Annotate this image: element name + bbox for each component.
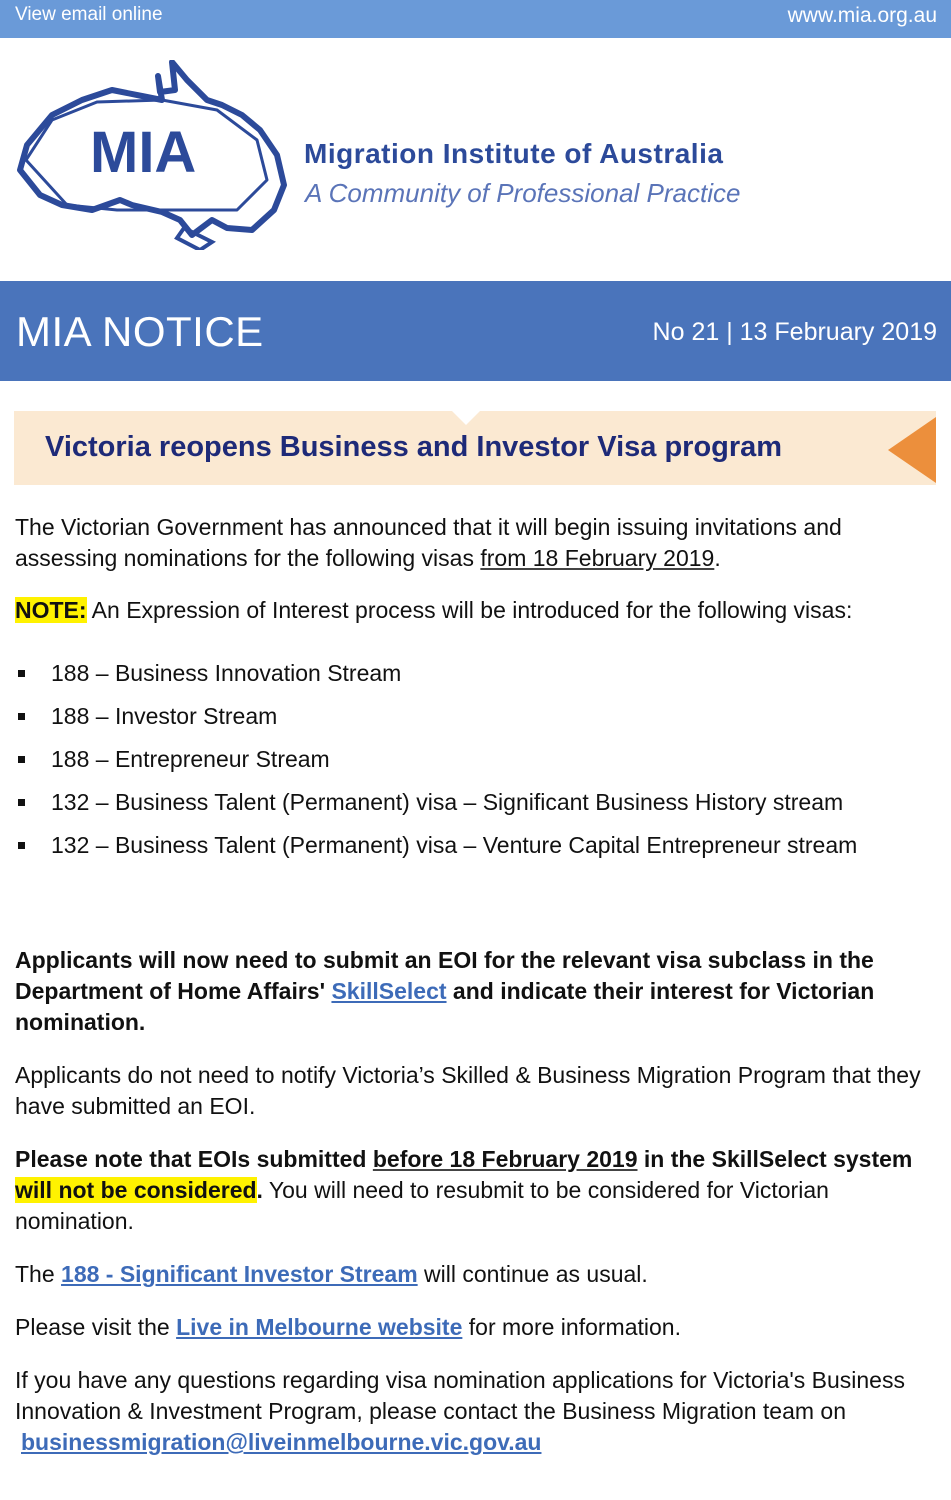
please-note-paragraph: Please note that EOIs submitted before 18 February 2019 in the SkillSelect system will not be considered. You will need to resubmit to be considered for Victorian nomination.: [15, 1146, 913, 1234]
list-item: 132 – Business Talent (Permanent) visa – Significant Business History stream: [15, 781, 940, 824]
org-tagline: A Community of Professional Practice: [305, 178, 741, 208]
intro-paragraph: The Victorian Government has announced that it will begin issuing invitations and assessing nominations for the following visas from 18 February 2019.: [15, 514, 842, 571]
visa-list: [15, 652, 940, 867]
no-notify-paragraph: Applicants do not need to notify Victoria’s Skilled & Business Migration Program that they have submitted an EOI.: [15, 1062, 921, 1119]
headline-banner: [14, 411, 936, 485]
note-label: NOTE:: [15, 597, 87, 623]
contact-paragraph: If you have any questions regarding visa nomination applications for Victoria's Business Innovation & Investment Program, please contact the Business Migration team on businessmigration@liveinmelbourne.vic.gov.au: [15, 1367, 905, 1455]
list-item: 132 – Business Talent (Permanent) visa – Venture Capital Entrepreneur stream: [15, 824, 940, 867]
bullet-icon: [18, 799, 25, 806]
notch-decoration: [452, 411, 480, 425]
email-body: [15, 512, 940, 1458]
bullet-icon: [18, 756, 25, 763]
list-item: 188 – Entrepreneur Stream: [15, 738, 940, 781]
logo-text: MIA: [90, 120, 197, 185]
bullet-icon: [18, 713, 25, 720]
date-link: from 18 February 2019: [480, 545, 715, 571]
notice-issue-date: No 21 | 13 February 2019: [652, 318, 937, 346]
skillselect-link[interactable]: SkillSelect: [331, 978, 447, 1004]
not-considered-highlight: will not be considered: [15, 1177, 257, 1203]
mia-logo: [12, 60, 292, 250]
significant-investor-link[interactable]: 188 - Significant Investor Stream: [61, 1261, 418, 1287]
eoi-paragraph: Applicants will now need to submit an EOI for the relevant visa subclass in the Department of Home Affairs' SkillSelect and indicate their interest for Victorian nomination.: [15, 947, 875, 1035]
contact-email-link[interactable]: businessmigration@liveinmelbourne.vic.gov.au: [21, 1429, 542, 1455]
arrow-left-icon: [888, 417, 936, 483]
notice-title: MIA NOTICE: [16, 308, 264, 355]
email-header: [0, 38, 951, 281]
sis-paragraph: The 188 - Significant Investor Stream will continue as usual.: [15, 1261, 648, 1287]
org-name: Migration Institute of Australia: [304, 138, 724, 169]
bullet-icon: [18, 842, 25, 849]
bullet-icon: [18, 670, 25, 677]
note-paragraph: NOTE: An Expression of Interest process will be introduced for the following visas:: [15, 597, 853, 623]
headline-title: Victoria reopens Business and Investor Visa program: [45, 431, 783, 463]
view-email-online-link[interactable]: View email online: [15, 4, 163, 25]
website-link[interactable]: www.mia.org.au: [787, 4, 937, 27]
visit-paragraph: Please visit the Live in Melbourne website for more information.: [15, 1314, 681, 1340]
notice-bar: [0, 281, 951, 381]
list-item: 188 – Investor Stream: [15, 695, 940, 738]
live-in-melbourne-link[interactable]: Live in Melbourne website: [176, 1314, 463, 1340]
list-item: 188 – Business Innovation Stream: [15, 652, 940, 695]
top-bar: [0, 0, 951, 38]
